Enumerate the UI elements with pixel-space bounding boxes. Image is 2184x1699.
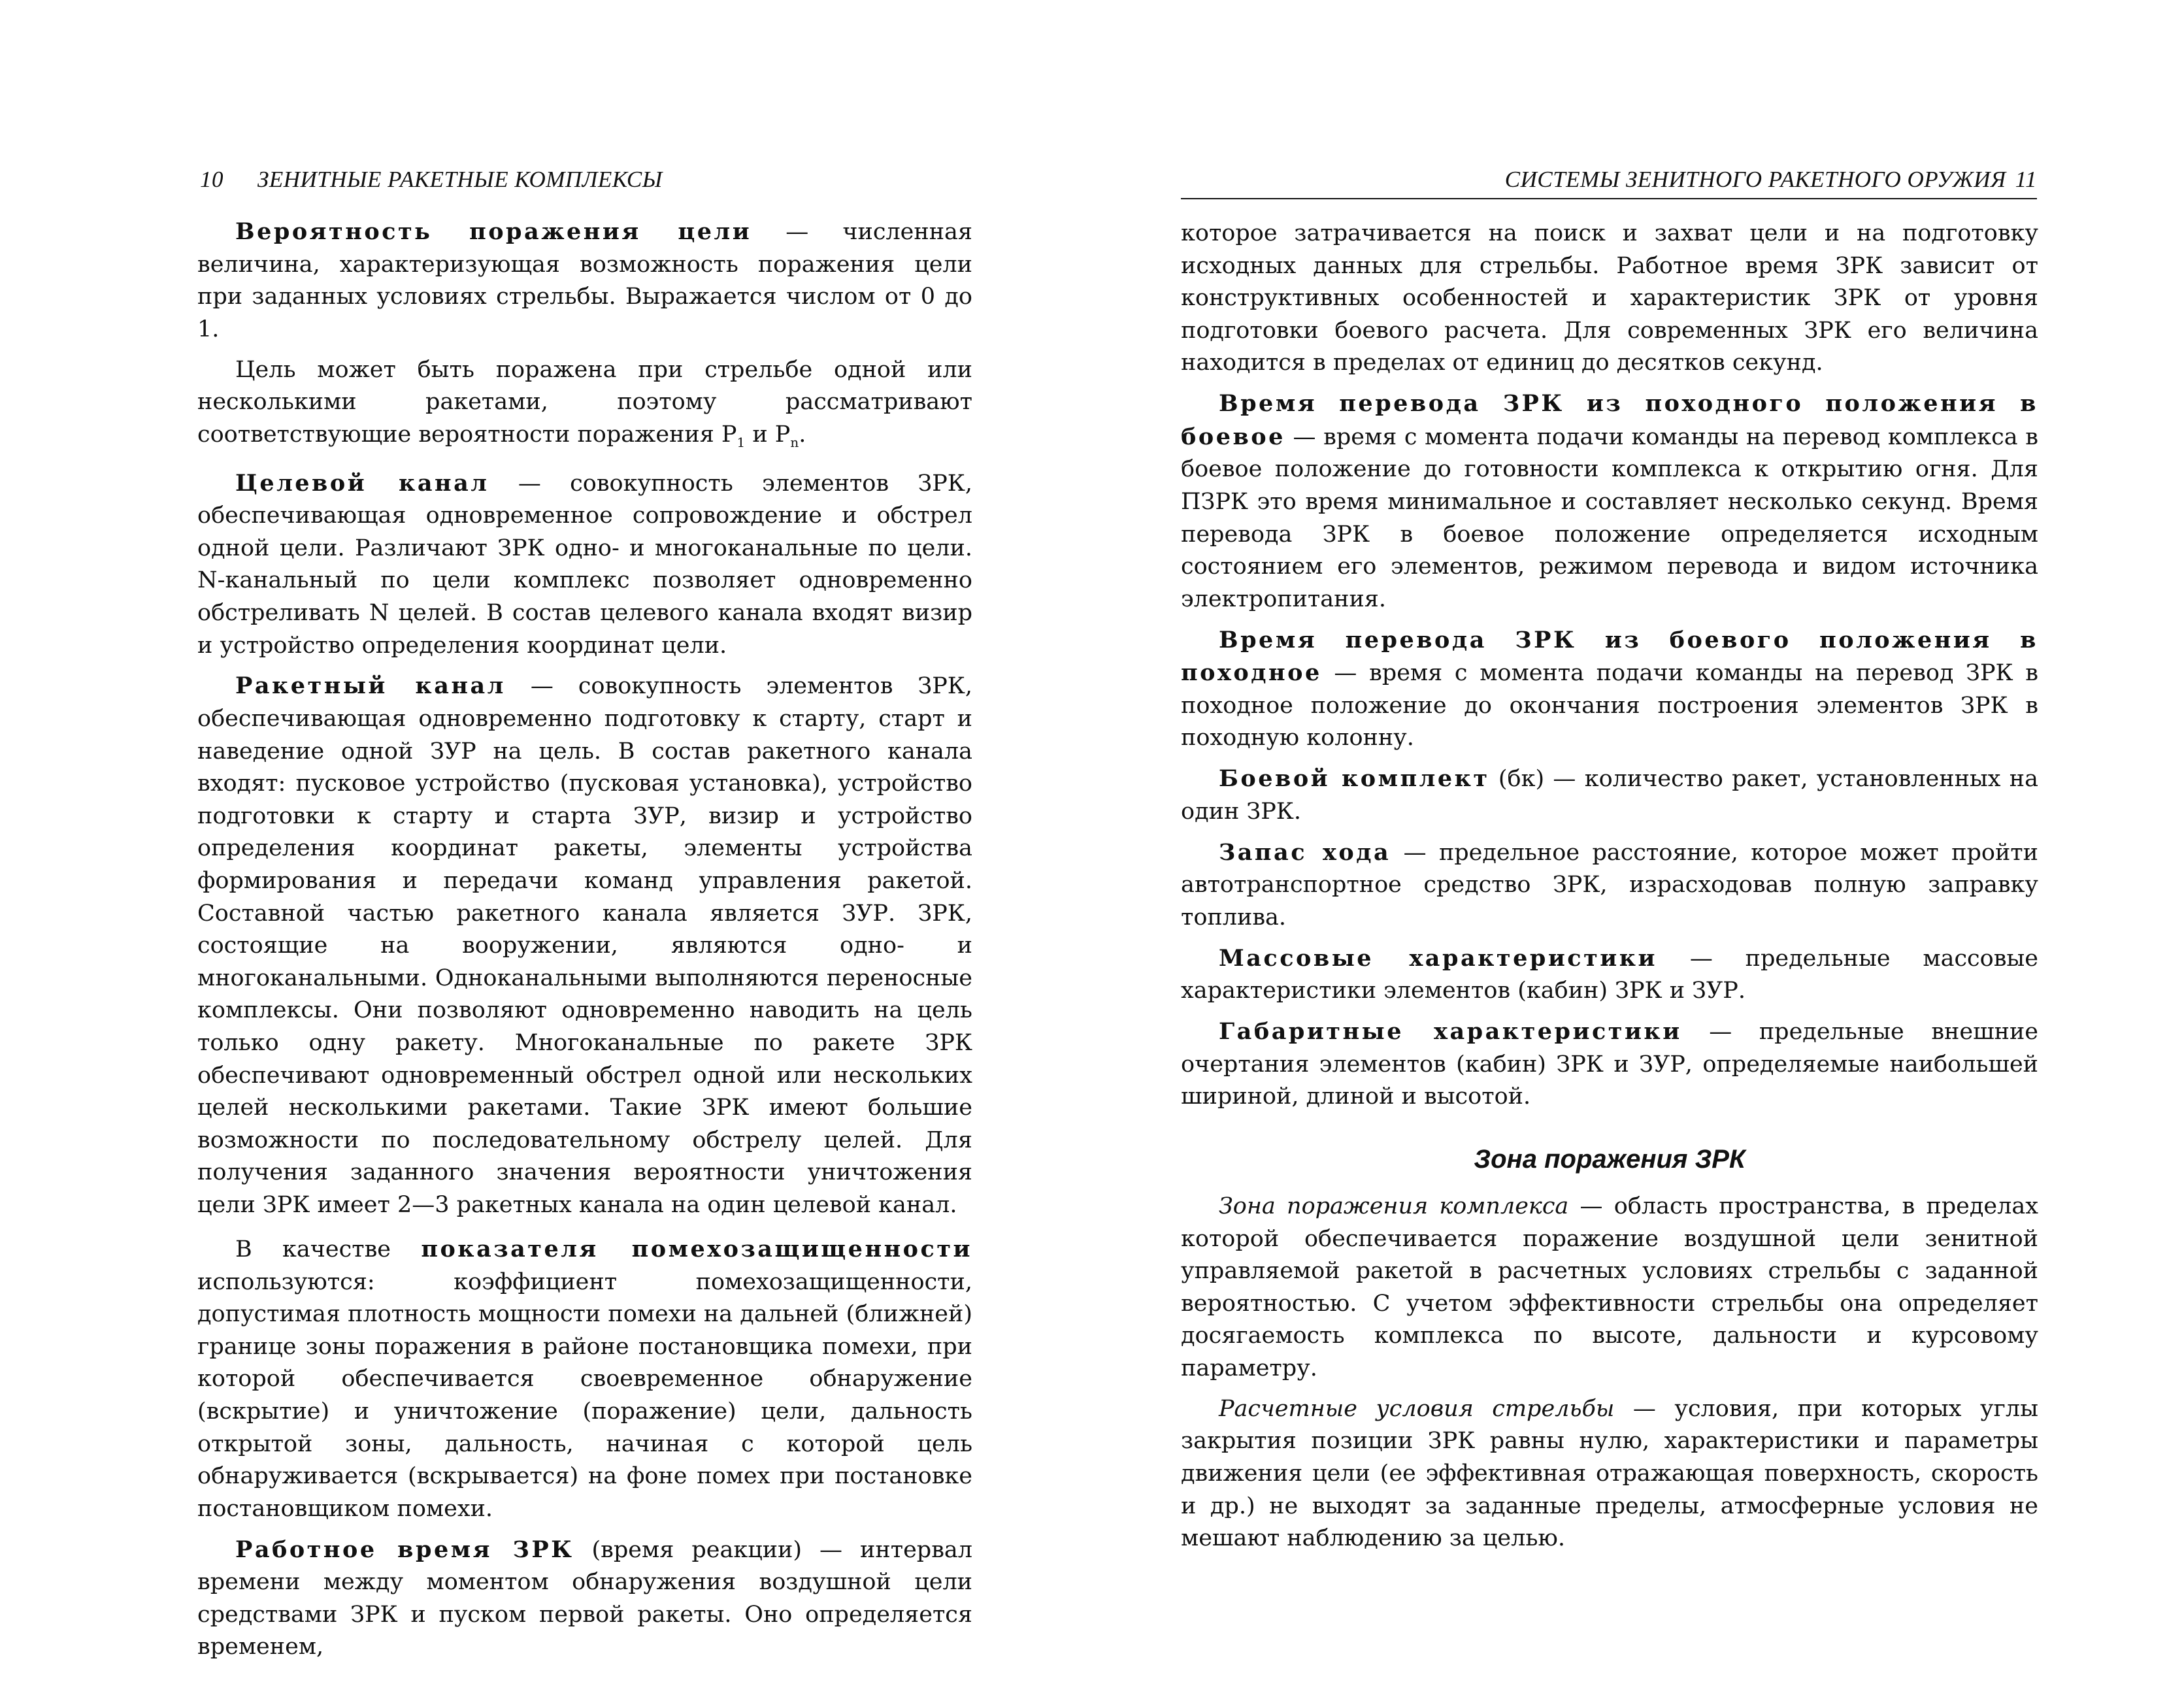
term-target-channel: Целевой канал	[235, 469, 489, 497]
right-column	[1181, 218, 2038, 1563]
paragraph-text: и P	[745, 421, 791, 448]
term-engagement-zone: Зона поражения комплекса	[1219, 1193, 1569, 1219]
paragraph-text: — численная величина, характеризующая возможность поражения цели при заданных условиях стрельбы. Выражается числом от 0 до 1.	[197, 219, 972, 342]
paragraph-text: — условия, при которых углы закрытия позиции ЗРК равны нулю, характеристики и параметры движения цели (ее эффективная отражающая поверхность, скорость и др.) не выходят за заданные пределы, атмосферные условия не мешают наблюдению за целью.	[1181, 1395, 2038, 1552]
paragraph-text: — совокупность элементов ЗРК, обеспечивающая одновременно подготовку к старту, старт и наведение одной ЗУР на цель. В состав ракетного канала входят: пусковое устройство (пусковая установка), устройство подготовки к старту и старта ЗУР, визир и устройство определения координат ракеты, элементы устройства формирования и передачи команд управления ракетой. Составной частью ракетного канала является ЗУР. ЗРК, состоящие на вооружении, являются одно- и многоканальными. Одноканальными выполняются переносные комплексы. Они позволяют одновременно наводить на цель только одну ракету. Многоканальные по ракете ЗРК обеспечивают одновременный обстрел одной или нескольких целей несколькими ракетами. Такие ЗРК имеют большие возможности по последовательному обстрелу целей. Для получения заданного значения вероятности уничтожения цели ЗРК имеет 2—3 ракетных канала на один целевой канал.	[197, 673, 972, 1218]
subscript-1: 1	[736, 434, 746, 450]
paragraph-stow-time	[1181, 624, 2038, 755]
header-title-left: ЗЕНИТНЫЕ РАКЕТНЫЕ КОМПЛЕКСЫ	[257, 167, 663, 192]
running-header-left	[200, 167, 663, 198]
term-stow-time: Время перевода ЗРК из боевого положения в походное	[1181, 626, 2038, 687]
paragraph-noise-immunity	[197, 1233, 972, 1525]
paragraph-text: В качестве	[235, 1236, 422, 1263]
paragraph-target-channel	[197, 467, 972, 663]
paragraph-dimensions	[1181, 1015, 2038, 1113]
paragraph-text: — область пространства, в пределах которой обеспечивается поражение воздушной цели зенитной управляемой ракетой в расчетных условиях стрельбы с заданной вероятностью. С учетом эффективности стрельбы она определяет досягаемость комплекса по высоте, дальности и курсовому параметру.	[1181, 1193, 2038, 1381]
paragraph-text: — совокупность элементов ЗРК, обеспечивающая одновременное сопровождение и обстрел одной цели. Различают ЗРК одно- и многоканальные по цели. N-канальный по цели комплекс позволяет одновременно обстреливать N целей. В состав целевого канала входят визир и устройство определения координат цели.	[197, 470, 972, 659]
section-heading: Зона поражения ЗРК	[1474, 1144, 1746, 1174]
paragraph-text: — предельные внешние очертания элементов (кабин) ЗРК и ЗУР, определяемые наибольшей шириной, длиной и высотой.	[1181, 1019, 2038, 1110]
paragraph-range	[1181, 836, 2038, 934]
term-combat-load: Боевой комплект	[1219, 765, 1490, 793]
paragraph-reaction-time	[197, 1534, 972, 1664]
paragraph-deploy-time	[1181, 388, 2038, 616]
paragraph-missile-channel	[197, 670, 972, 1221]
paragraph-continuation: которое затрачивается на поиск и захват цели и на подготовку исходных данных для стрельбы. Работное время ЗРК зависит от конструктивных особенностей и характеристик ЗРК от уровня подготовки боевого расчета. Для современных ЗРК его величина находится в пределах от единиц до десятков секунд.	[1181, 220, 2038, 376]
subscript-n: n	[790, 434, 799, 450]
left-column	[197, 216, 972, 1672]
paragraph-text: используются: коэффициент помехозащищенности, допустимая плотность мощности помехи на дальней (ближней) границе зоны поражения в районе постановщика помехи, при которой обеспечивается своевременное обнаружение (вскрытие) и уничтожение (поражение) цели, дальность открытой зоны, дальность, начиная с которой цель обнаруживается (вскрывается) на фоне помех при постановке постановщиком помехи.	[197, 1268, 972, 1522]
paragraph-firing-conditions	[1181, 1393, 2038, 1555]
paragraph-text: — время с момента подачи команды на перевод комплекса в боевое положение до готовности комплекса к открытию огня. Для ПЗРК это время минимальное и составляет несколько секунд. Время перевода ЗРК в боевое положение определяется исходным состоянием его элементов, режимом перевода и видом источника электропитания.	[1181, 423, 2038, 612]
paragraph-mass	[1181, 942, 2038, 1008]
term-dimensions: Габаритные характеристики	[1219, 1018, 1682, 1046]
term-noise-immunity: показателя помехозащищенности	[421, 1236, 972, 1263]
term-deploy-time: Время перевода ЗРК из походного положения в боевое	[1181, 390, 2038, 450]
running-header-right	[1181, 167, 2037, 199]
paragraph-engagement-zone	[1181, 1191, 2038, 1385]
page-number-right: 11	[2015, 167, 2037, 192]
term-reaction-time: Работное время ЗРК	[235, 1536, 574, 1563]
paragraph-text: (время реакции) — интервал времени между моментом обнаружения воздушной цели средствами ЗРК и пуском первой ракеты. Оно определяется временем,	[197, 1536, 972, 1660]
paragraph-text: (бк) — количество ракет, установленных на один ЗРК.	[1181, 766, 2038, 825]
term-mass: Массовые характеристики	[1219, 944, 1657, 972]
paragraph-combat-load	[1181, 763, 2038, 828]
paragraph-text: — время с момента подачи команды на перевод ЗРК в походное положение до окончания построения элементов ЗРК в походную колонну.	[1181, 660, 2038, 751]
paragraph-text: Цель может быть поражена при стрельбе одной или несколькими ракетами, поэтому рассматривают соответствующие вероятности поражения P	[197, 356, 972, 448]
term-firing-conditions: Расчетные условия стрельбы	[1219, 1395, 1615, 1422]
header-title-right: СИСТЕМЫ ЗЕНИТНОГО РАКЕТНОГО ОРУЖИЯ	[1504, 167, 2006, 192]
term-missile-channel: Ракетный канал	[235, 672, 506, 700]
term-hit-probability: Вероятность поражения цели	[235, 218, 752, 245]
paragraph-hit-probability	[197, 216, 972, 346]
paragraph-text: .	[799, 421, 806, 448]
page-number-left: 10	[200, 167, 223, 192]
paragraph-text: — предельные массовые характеристики элементов (кабин) ЗРК и ЗУР.	[1181, 945, 2038, 1004]
paragraph-text: — предельное расстояние, которое может пройти автотранспортное средство ЗРК, израсходовав полную заправку топлива.	[1181, 839, 2038, 931]
term-range: Запас хода	[1219, 838, 1391, 866]
paragraph-multi-missile	[197, 354, 972, 459]
right-page	[1092, 0, 2184, 1699]
